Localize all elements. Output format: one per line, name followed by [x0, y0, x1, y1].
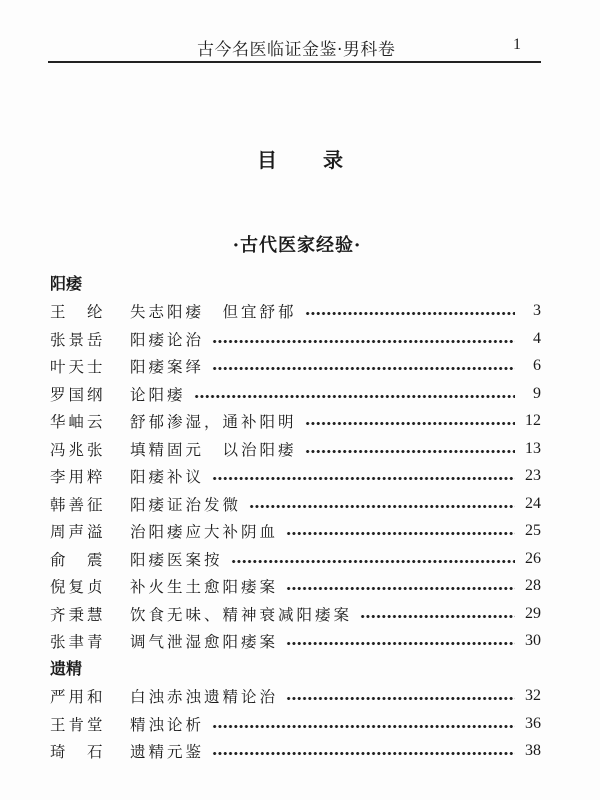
toc-entry-title: 补火生土愈阳痿案: [130, 578, 279, 597]
toc-entry-title: 治阳痿应大补阴血: [130, 523, 279, 542]
running-title: 古今名医临证金鉴·男科卷: [197, 40, 396, 60]
dot-leader: [360, 615, 515, 618]
table-of-contents: [50, 270, 541, 765]
dot-leader: [212, 752, 515, 755]
toc-entry-title: 阳痿证治发微: [130, 495, 242, 514]
toc-entry[interactable]: [50, 710, 541, 738]
toc-entry-author: 琦 石: [50, 743, 106, 762]
dot-leader: [305, 450, 515, 453]
toc-entry[interactable]: [50, 545, 541, 573]
toc-entry[interactable]: [50, 298, 541, 326]
toc-entry-page: 30: [525, 632, 541, 650]
toc-entry[interactable]: [50, 683, 541, 711]
section-heading-yangwei: 阳痿: [50, 274, 83, 293]
toc-entry-page: 29: [525, 604, 541, 622]
dot-leader: [286, 697, 515, 700]
toc-entry-title: 阳痿论治: [130, 330, 205, 349]
toc-entry-page: 23: [525, 467, 541, 485]
toc-entry-title: 白浊赤浊遗精论治: [130, 688, 279, 707]
dot-leader: [286, 642, 515, 645]
toc-entry-title: 填精固元 以治阳痿: [130, 440, 297, 459]
page-number: 1: [513, 36, 521, 53]
toc-entry-author: 张聿青: [50, 633, 106, 652]
toc-entry-title: 调气泄湿愈阳痿案: [130, 633, 279, 652]
dot-leader: [305, 422, 515, 425]
toc-entry-author: 冯兆张: [50, 440, 106, 459]
toc-entry[interactable]: [50, 408, 541, 436]
toc-entry[interactable]: [50, 435, 541, 463]
dot-leader: [212, 725, 515, 728]
toc-entry-author: 严用和: [50, 688, 106, 707]
toc-entry-title: 论阳痿: [130, 385, 186, 404]
toc-entry-author: 王肯堂: [50, 715, 106, 734]
dot-leader: [194, 395, 515, 398]
dot-leader: [212, 367, 515, 370]
toc-entry-page: 9: [533, 384, 541, 402]
toc-entry[interactable]: [50, 463, 541, 491]
toc-entry-title: 精浊论析: [130, 715, 205, 734]
toc-entry-page: 24: [525, 494, 541, 512]
toc-entry[interactable]: [50, 490, 541, 518]
toc-entry-page: 36: [525, 714, 541, 732]
dot-leader: [231, 560, 515, 563]
toc-entry[interactable]: [50, 325, 541, 353]
toc-entry-author: 华岫云: [50, 413, 106, 432]
toc-entry-page: 6: [533, 357, 541, 375]
toc-entry-title: 阳痿案绎: [130, 358, 205, 377]
toc-entry-author: 俞 震: [50, 550, 106, 569]
part-title: ·古代医家经验·: [232, 235, 362, 256]
toc-entry[interactable]: [50, 518, 541, 546]
toc-entry-page: 13: [525, 439, 541, 457]
toc-entry-author: 韩善征: [50, 495, 106, 514]
toc-entry[interactable]: [50, 738, 541, 766]
dot-leader: [305, 312, 515, 315]
toc-entry-page: 12: [525, 412, 541, 430]
toc-entry[interactable]: [50, 573, 541, 601]
toc-entry-author: 叶天士: [50, 358, 106, 377]
toc-entry-author: 王 纶: [50, 303, 106, 322]
header-rule: [48, 61, 541, 63]
dot-leader: [249, 505, 515, 508]
toc-entry-author: 倪复贞: [50, 578, 106, 597]
toc-entry-title: 遗精元鉴: [130, 743, 205, 762]
toc-entry-title: 饮食无味、精神衰减阳痿案: [130, 605, 353, 624]
toc-entry-page: 4: [533, 329, 541, 347]
toc-title-char-2: 录: [323, 148, 343, 172]
toc-entry-title: 舒郁渗湿，通补阳明: [130, 413, 297, 432]
dot-leader: [286, 587, 515, 590]
toc-title: [0, 144, 600, 173]
toc-entry-author: 罗国纲: [50, 385, 106, 404]
toc-entry-author: 李用粹: [50, 468, 106, 487]
toc-entry-title: 阳痿补议: [130, 468, 205, 487]
running-header: [48, 30, 541, 62]
toc-entry-title: 阳痿医案按: [130, 550, 223, 569]
toc-entry[interactable]: [50, 353, 541, 381]
dot-leader: [212, 340, 515, 343]
dot-leader: [286, 532, 515, 535]
toc-entry-page: 28: [525, 577, 541, 595]
toc-entry-author: 张景岳: [50, 330, 106, 349]
toc-entry-author: 周声溢: [50, 523, 106, 542]
toc-entry-page: 38: [525, 742, 541, 760]
section-heading-yijing: 遗精: [50, 659, 83, 678]
toc-entry-title: 失志阳痿 但宜舒郁: [130, 303, 297, 322]
toc-entry[interactable]: [50, 628, 541, 656]
toc-entry-page: 3: [533, 302, 541, 320]
toc-title-char-1: 目: [257, 148, 277, 172]
toc-entry[interactable]: [50, 600, 541, 628]
toc-entry-page: 25: [525, 522, 541, 540]
toc-entry[interactable]: [50, 380, 541, 408]
toc-entry-author: 齐秉慧: [50, 605, 106, 624]
toc-entry-page: 32: [525, 687, 541, 705]
dot-leader: [212, 477, 515, 480]
toc-entry-page: 26: [525, 549, 541, 567]
